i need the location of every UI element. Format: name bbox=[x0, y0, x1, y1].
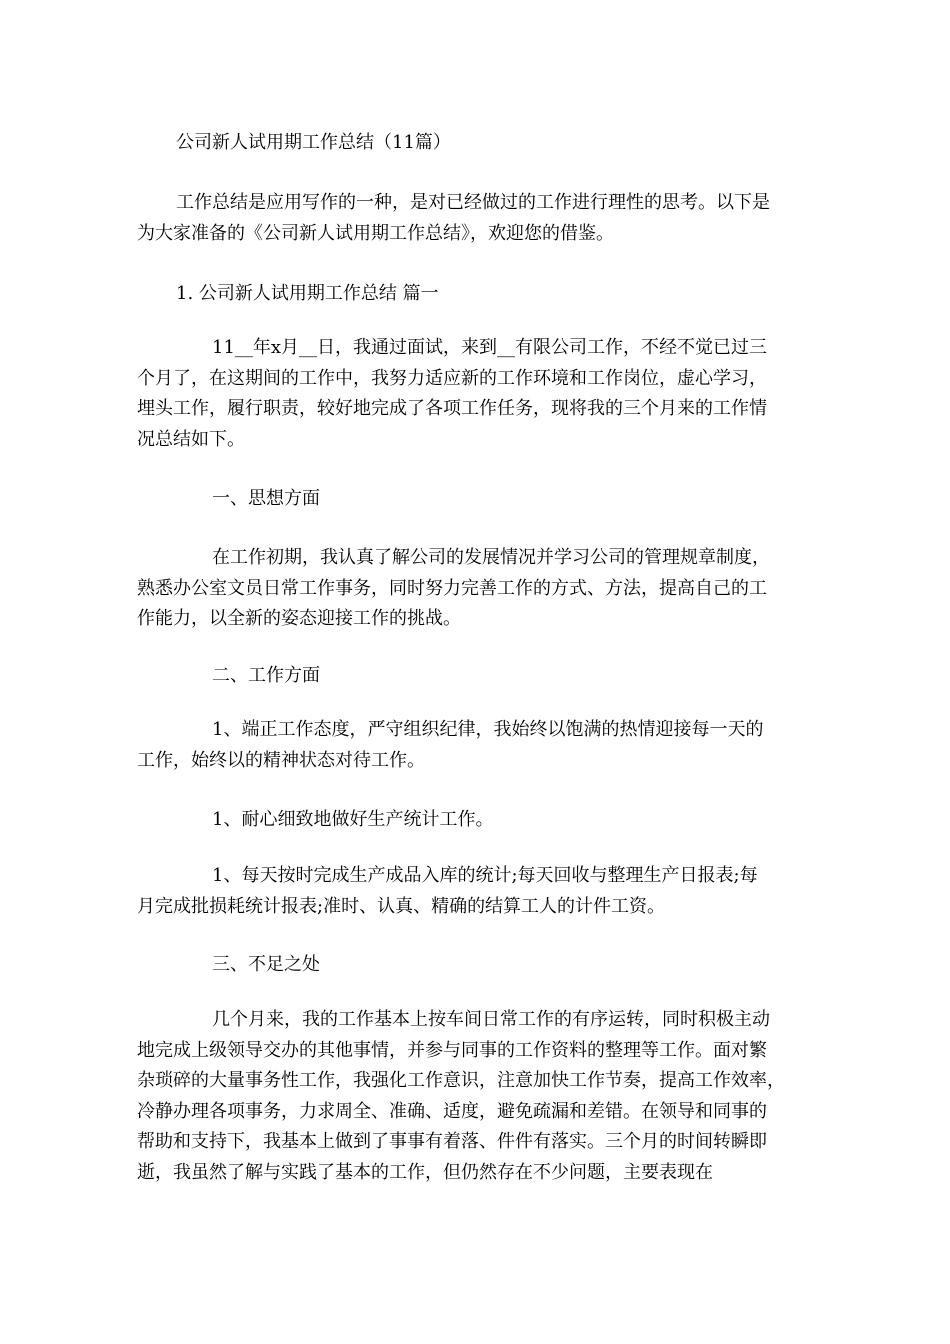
text-line: 杂琐碎的大量事务性工作，我强化工作意识，注意加快工作节奏，提高工作效率， bbox=[137, 1070, 785, 1091]
text-line: 几个月来，我的工作基本上按车间日常工作的有序运转，同时积极主动 bbox=[212, 1009, 770, 1030]
subsection-heading: 一、思想方面 bbox=[212, 488, 320, 509]
text-line: 为大家准备的《公司新人试用期工作总结》，欢迎您的借鉴。 bbox=[137, 222, 614, 244]
subsection-heading: 三、不足之处 bbox=[212, 954, 320, 975]
text-line: 埋头工作，履行职责，较好地完成了各项工作任务，现将我的三个月来的工作情 bbox=[137, 398, 767, 419]
subsection-heading: 二、工作方面 bbox=[212, 665, 320, 686]
body-paragraph bbox=[137, 543, 770, 635]
text-line: 况总结如下。 bbox=[137, 428, 245, 450]
section-heading: 1. 公司新人试用期工作总结 篇一 bbox=[176, 283, 439, 304]
text-line: 1、端正工作态度，严守组织纪律，我始终以饱满的热情迎接每一天的 bbox=[212, 719, 764, 740]
body-paragraph bbox=[137, 1005, 785, 1188]
text-line: 工作，始终以的精神状态对待工作。 bbox=[137, 749, 425, 771]
body-paragraph bbox=[137, 861, 758, 922]
text-line: 熟悉办公室文员日常工作事务，同时努力完善工作的方式、方法，提高自己的工 bbox=[137, 577, 767, 599]
text-line: 逝，我虽然了解与实践了基本的工作，但仍然存在不少问题，主要表现在 bbox=[137, 1161, 713, 1183]
text-line: 冷静办理各项事务，力求周全、准确、适度，避免疏漏和差错。在领导和同事的 bbox=[137, 1100, 767, 1122]
body-paragraph bbox=[137, 333, 768, 455]
body-paragraph: 1、耐心细致地做好生产统计工作。 bbox=[212, 809, 494, 830]
text-line: 11__年x月__日，我通过面试，来到__有限公司工作，不经不觉已过三 bbox=[212, 337, 768, 358]
text-line: 1、每天按时完成生产成品入库的统计;每天回收与整理生产日报表;每 bbox=[212, 865, 758, 886]
text-line: 个月了，在这期间的工作中，我努力适应新的工作环境和工作岗位，虚心学习， bbox=[137, 367, 767, 389]
body-paragraph bbox=[137, 715, 764, 776]
intro-paragraph bbox=[137, 188, 770, 249]
text-line: 工作总结是应用写作的一种，是对已经做过的工作进行理性的思考。以下是 bbox=[176, 192, 770, 213]
text-line: 月完成批损耗统计报表;准时、认真、精确的结算工人的计件工资。 bbox=[137, 895, 666, 917]
text-line: 作能力，以全新的姿态迎接工作的挑战。 bbox=[137, 608, 461, 629]
text-line: 帮助和支持下，我基本上做到了事事有着落、件件有落实。三个月的时间转瞬即 bbox=[137, 1131, 767, 1152]
text-line: 在工作初期，我认真了解公司的发展情况并学习公司的管理规章制度， bbox=[212, 547, 770, 568]
text-line: 地完成上级领导交办的其他事情，并参与同事的工作资料的整理等工作。面对繁 bbox=[137, 1039, 767, 1061]
document-title: 公司新人试用期工作总结（11篇） bbox=[176, 132, 451, 153]
